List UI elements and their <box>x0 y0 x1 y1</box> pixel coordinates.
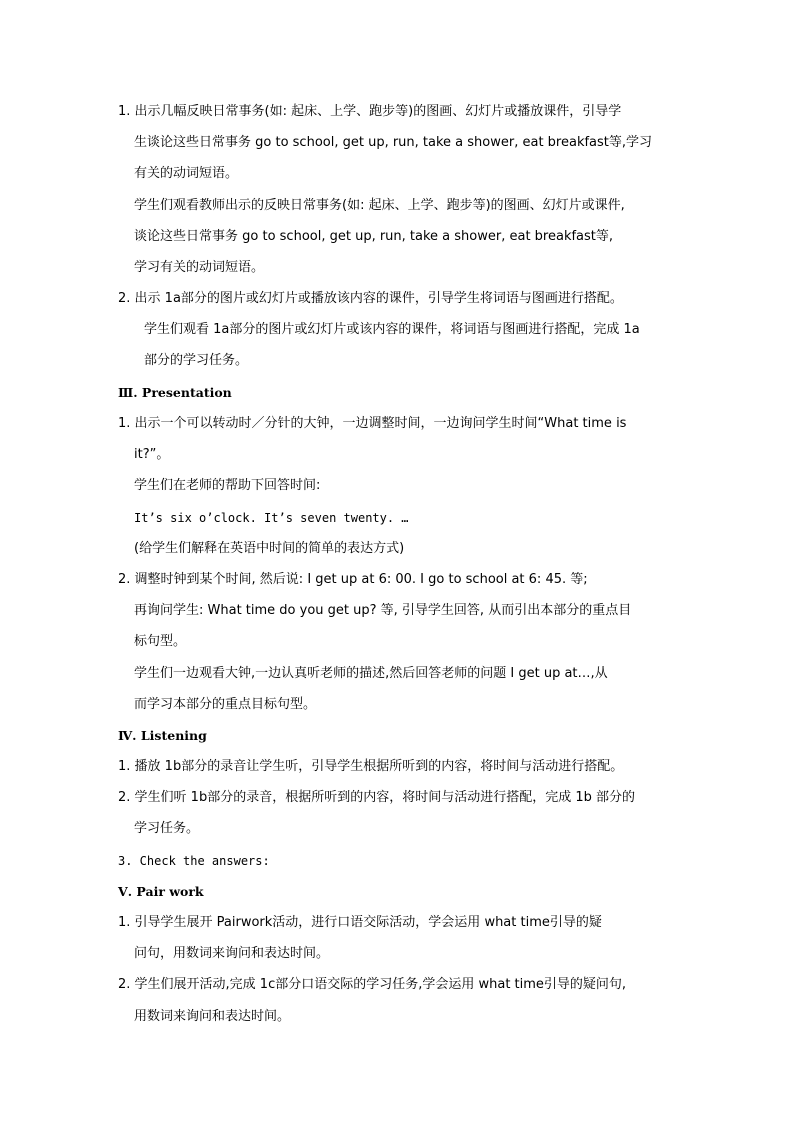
presentation-step-2-line-1: 2. 调整时钟到某个时间, 然后说: I get up at 6: 00. I go to school at 6: 45. 等; <box>118 572 588 587</box>
presentation-step-2-line-3: 标句型。 <box>134 634 187 649</box>
listening-step-2-line-2: 学习任务。 <box>134 821 200 836</box>
presentation-response-line-2: 学生们一边观看大钟,一边认真听老师的描述,然后回答老师的问题 I get up at…,从 <box>134 666 608 681</box>
presentation-note: (给学生们解释在英语中时间的简单的表达方式) <box>134 541 405 556</box>
pair-work-step-1-line-1: 1. 引导学生展开 Pairwork活动，进行口语交际活动，学会运用 what time引导的疑 <box>118 915 602 930</box>
step-1-line-1: 1. 出示几幅反映日常事务(如: 起床、上学、跑步等)的图画、幻灯片或播放课件，引导学 <box>118 104 622 119</box>
listening-step-3: 3. Check the answers: <box>118 854 270 868</box>
step-1-response-line-1: 学生们观看教师出示的反映日常事务(如: 起床、上学、跑步等)的图画、幻灯片或课件, <box>134 198 625 213</box>
step-1-line-3: 有关的动词短语。 <box>134 166 239 181</box>
presentation-step-1-line-2: it?”。 <box>134 447 170 462</box>
section-heading-pair-work: Ⅴ. Pair work <box>118 884 204 899</box>
step-1-response-line-3: 学习有关的动词短语。 <box>134 260 265 275</box>
section-heading-listening: Ⅳ. Listening <box>118 728 207 743</box>
presentation-response-line-3: 而学习本部分的重点目标句型。 <box>134 697 317 712</box>
step-2-response-line-2: 部分的学习任务。 <box>144 353 249 368</box>
step-1-response-line-2: 谈论这些日常事务 go to school, get up, run, take a shower, eat breakfast等, <box>134 229 614 244</box>
presentation-response-line-1: 学生们在老师的帮助下回答时间: <box>134 478 321 493</box>
step-2-line-1: 2. 出示 1a部分的图片或幻灯片或播放该内容的课件，引导学生将词语与图画进行搭配。 <box>118 291 623 306</box>
step-1-line-2: 生谈论这些日常事务 go to school, get up, run, take a shower, eat breakfast等,学习 <box>134 135 653 150</box>
listening-step-2-line-1: 2. 学生们听 1b部分的录音，根据所听到的内容，将时间与活动进行搭配，完成 1b 部分的 <box>118 790 635 805</box>
step-2-response-line-1: 学生们观看 1a部分的图片或幻灯片或该内容的课件，将词语与图画进行搭配，完成 1a <box>144 322 640 337</box>
pair-work-step-1-line-2: 问句，用数词来询问和表达时间。 <box>134 946 330 961</box>
presentation-step-1-line-1: 1. 出示一个可以转动时／分针的大钟，一边调整时间，一边询问学生时间“What time is <box>118 416 627 431</box>
section-heading-presentation: Ⅲ. Presentation <box>118 385 232 400</box>
presentation-step-2-line-2: 再询问学生: What time do you get up? 等, 引导学生回答, 从而引出本部分的重点目 <box>134 603 632 618</box>
pair-work-step-2-line-1: 2. 学生们展开活动,完成 1c部分口语交际的学习任务,学会运用 what time引导的疑问句, <box>118 977 627 992</box>
listening-step-1: 1. 播放 1b部分的录音让学生听，引导学生根据所听到的内容，将时间与活动进行搭配。 <box>118 759 624 774</box>
presentation-example-sentences: It’s six o’clock. It’s seven twenty. … <box>134 511 409 525</box>
pair-work-step-2-line-2: 用数词来询问和表达时间。 <box>134 1009 291 1024</box>
